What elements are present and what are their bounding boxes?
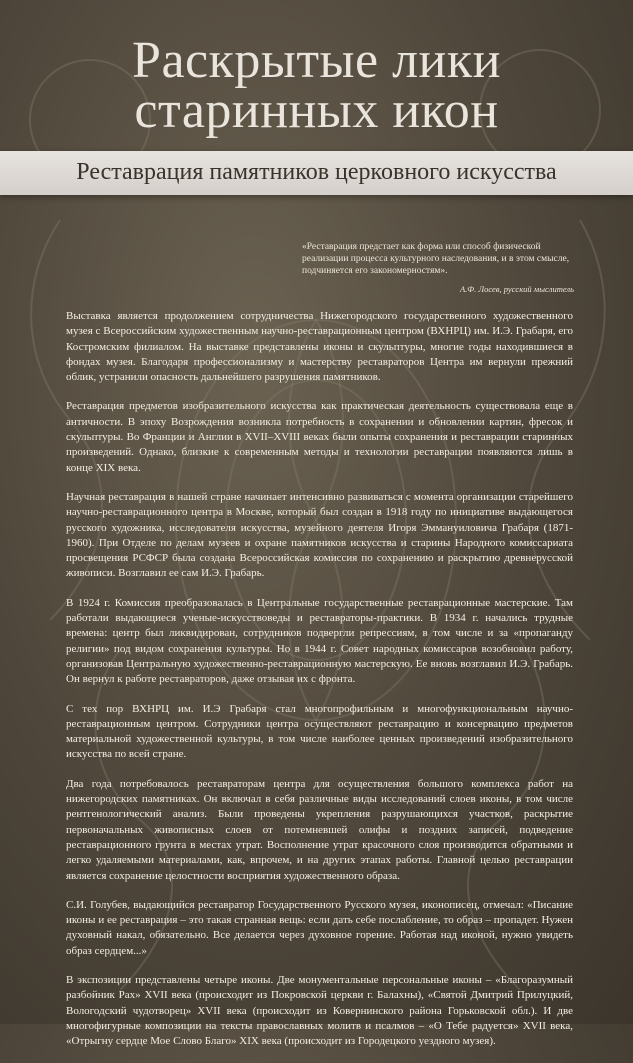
paragraph: С.И. Голубев, выдающийся реставратор Государственного Русского музея, иконописец, отмечал: «Писание иконы и ее реставрация – это такая странная вещь: если дать себе послабление, то образ – пропадет. Нужен духовный накал, обязательно. Все делается через духовное горение. Работая над иконой, нужно увидеть образ сердцем...» [66, 898, 573, 957]
paragraph: С тех пор ВХНРЦ им. И.Э Грабаря стал многопрофильным и многофункциональным научно-реставрационным центром. Сотрудники центра осуществляют реставрацию и консервацию предметов материальной художественной культуры, в том числе наиболее ценных произведений изобразительного искусства по всей стране. [66, 702, 573, 761]
quote-attribution: А.Ф. Лосев, русский мыслитель [459, 284, 574, 294]
paragraph: В экспозиции представлены четыре иконы. Две монументальные персональные иконы – «Благоразумный разбойник Рах» XVII века (происходит из Покровской церкви г. Балахны), «Святой Дмитрий Прилуцкий, Вологодский чудотворец» XVII века (происходит из Ковернинского района Горьковской обл.). И две многофигурные композиции на тексты православных молитв и псалмов – «О Тебе радуется» XVII века, «Отрыгну сердце Мое Слово Благо» XIX века (происходит из Городецкого уездного музея). [66, 973, 573, 1048]
paragraph: В 1924 г. Комиссия преобразовалась в Центральные государственные реставрационные мастерские. Там работали выдающиеся ученые-искусствоведы и реставраторы-практики. В 1934 г. начались трудные времена: центр был ликвидирован, сотрудников подвергли репрессиям, в том числе и за «пропаганду религии» под видом сохранения культуры. Но в 1944 г. Совет народных комиссаров возобновил работу, организовав Центральную художественно-реставрационную мастерскую. Ее вновь возглавил И.Э. Грабарь. Он вернул к работе реставраторов, даже отзывая их с фронта. [66, 596, 573, 686]
paragraph: Два года потребовалось реставраторам центра для осуществления большого комплекса работ на нижегородских памятниках. Он включал в себя различные виды исследований слоев иконы, в том числе рентгенологический анализ. Были проведены укрепления разрушающихся участков, раскрытие первоначальных живописных слоев от потемневшей олифы и поздних записей, подведение реставрационного грунта в местах утрат. Восполнение утрат красочного слоя производится обратными и легко удаляемыми материалами, как, впрочем, и на других этапах работы. Главной целью реставрации является сохранение целостности восприятия художественного образа. [66, 777, 573, 882]
paragraph: Реставрация предметов изобразительного искусства как практическая деятельность существовала еще в античности. В эпоху Возрождения возникла потребность в сохранении и обновлении картин, фресок и скульптуры. Во Франции и Англии в XVII–XVIII веках были опыты сохранения и реставрации старинных произведений. Однако, близкие к современным методы и технологии реставрации появляются лишь в конце XIX века. [66, 400, 573, 474]
paragraph: Выставка является продолжением сотрудничества Нижегородского государственного художественного музея с Всероссийским художественным научно-реставрационным центром (ВХНРЦ) им. И.Э. Грабаря, его Костромским филиалом. На выставке представлены иконы и скульптуры, многие годы находившиеся в фондах музея. Благодаря профессионализму и мастерству реставраторов Центра им вернули прежний облик, устранили опасность дальнейшего разрушения памятников. [66, 310, 573, 384]
body-text [66, 309, 573, 1063]
title-line-2: старинных икон [134, 82, 499, 139]
title-line-1: Раскрытые лики [132, 32, 501, 89]
subtitle: Реставрация памятников церковного искусства [76, 159, 557, 185]
paragraph: Научная реставрация в нашей стране начинает интенсивно развиваться с момента организации старейшего научно-реставрационного центра в Москве, который был создан в 1918 году по инициативе выдающегося русского художника, исследователя искусства, музейного деятеля Игоря Эммануиловича Грабаря (1871-1960). При Отделе по делам музеев и охране памятников искусства и старины Народного комиссариата просвещения РСФСР была создана Всероссийская комиссия по сохранению и раскрытию древнерусской живописи. Возглавил ее сам И.Э. Грабарь. [66, 490, 573, 580]
epigraph-quote [302, 241, 582, 295]
quote-text: «Реставрация предстает как форма или способ физической реализации процесса культурного наследования, и в этом смысле, подчиняется его закономерностям». [302, 242, 570, 276]
subtitle-band [0, 151, 633, 195]
page-title [0, 32, 633, 139]
